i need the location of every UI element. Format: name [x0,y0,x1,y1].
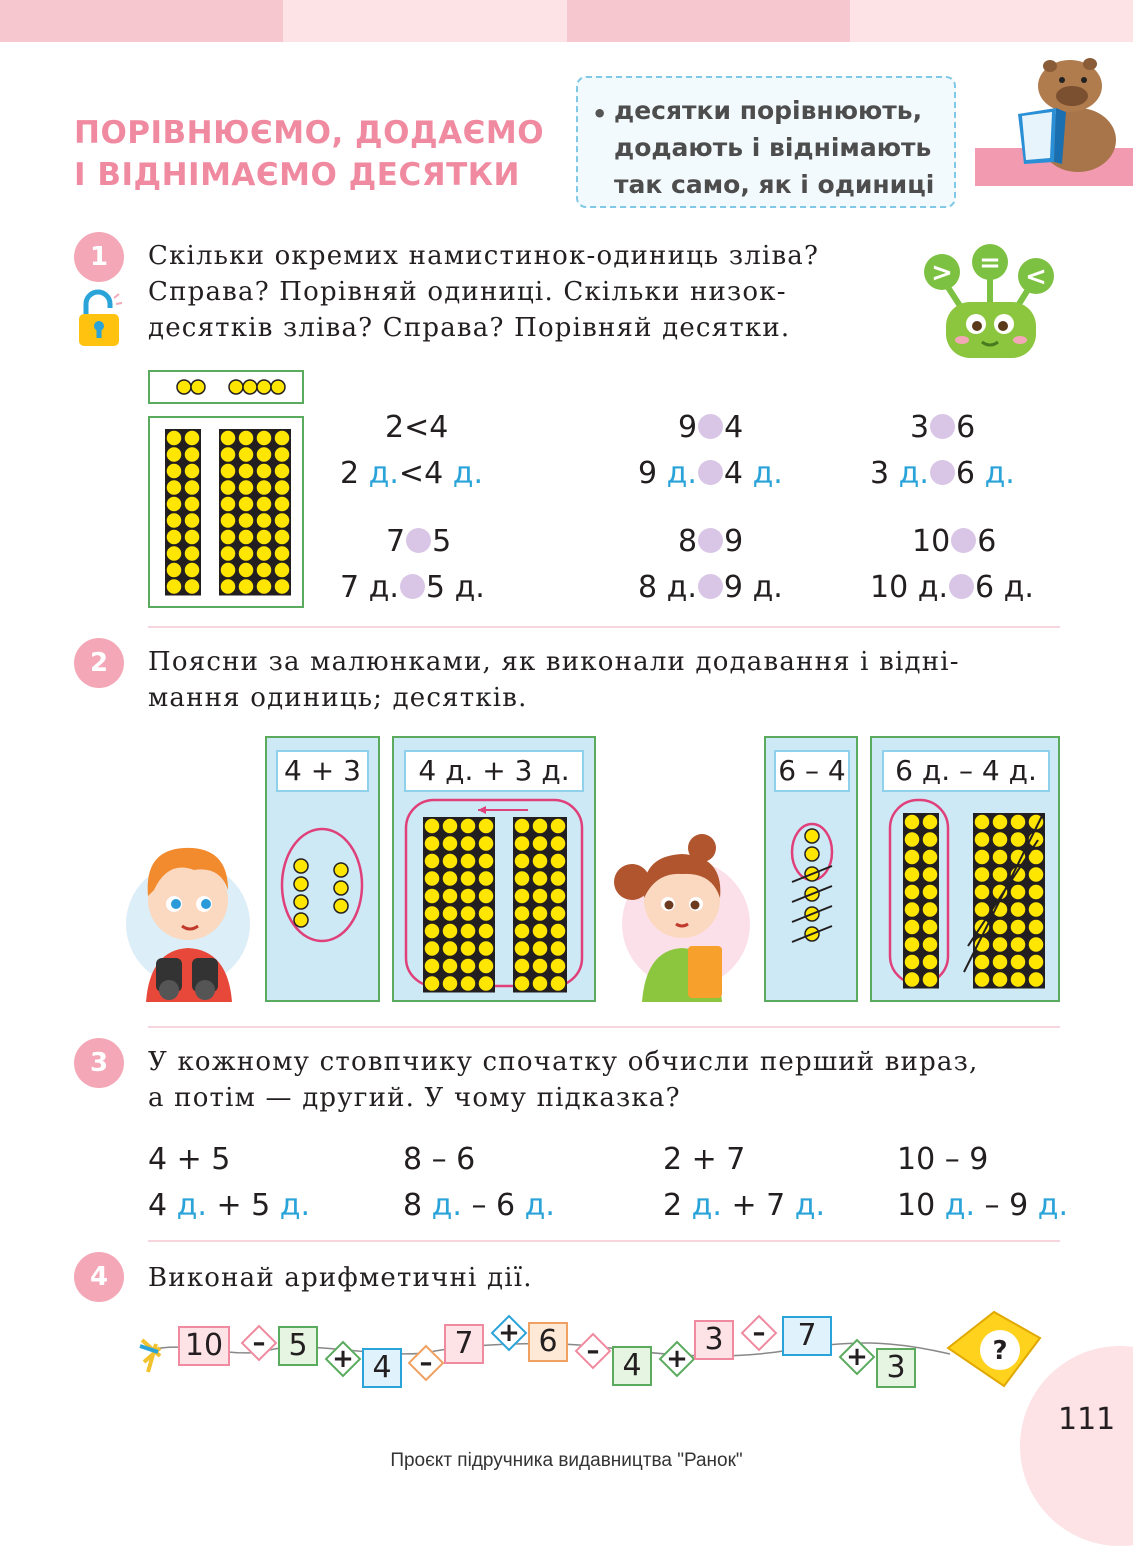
bead [974,867,990,883]
tens-add-beads [392,736,596,1002]
panel-label: 4 + 3 [276,750,369,792]
bead [238,513,254,529]
bead [271,380,285,394]
bead [220,529,236,545]
bead [1010,919,1026,935]
bead [532,923,548,939]
bead [532,906,548,922]
panel-label: 6 – 4 [774,750,850,792]
bead [974,832,990,848]
capybara-reading-icon [1010,52,1126,174]
bead [166,463,182,479]
bead [974,972,990,988]
bead [904,902,920,918]
top-bar-1 [0,0,283,42]
bead [274,463,290,479]
top-bar-2 [283,0,567,42]
bead [424,836,440,852]
bead [460,941,476,957]
bead [220,513,236,529]
bead [238,430,254,446]
compare-1-bottom: 2 д.<4 д. [340,456,483,491]
bead [294,913,308,927]
bead [992,919,1008,935]
bead [256,513,272,529]
bead [1010,814,1026,830]
bead [974,937,990,953]
chain-number: 5 [278,1326,318,1366]
tip-text: десятки порівнюють, додають і віднімають так само, як і одиниці [614,96,935,199]
bead [424,871,440,887]
compare-6-bottom: 10 д. 6 д. [870,570,1034,605]
bead [166,496,182,512]
bead [922,814,938,830]
bead [274,562,290,578]
bead [1010,937,1026,953]
chain-operator: – [586,1336,600,1366]
bead [974,849,990,865]
bead [274,496,290,512]
bead [922,884,938,900]
bead [550,836,566,852]
task3-col1-top: 4 + 5 [148,1142,231,1177]
bead [166,430,182,446]
bead [1010,832,1026,848]
bead [238,447,254,463]
bead [992,954,1008,970]
bead [442,941,458,957]
chain-operator: – [752,1318,766,1348]
bead [166,480,182,496]
bead [904,937,920,953]
compare-circle[interactable] [698,574,723,599]
task1-text: Скільки окремих намистинок-одиниць зліва? Справа? Порівняй одиниці. Скільки низок- десятків зліва? Справа? Порівняй десятки. [148,241,820,343]
bead [532,888,548,904]
bead [478,871,494,887]
tip-bullet: • [592,100,608,128]
bead [550,941,566,957]
bead [904,884,920,900]
bead [184,480,200,496]
bead [514,818,530,834]
bead [424,923,440,939]
bead [294,877,308,891]
bead [922,972,938,988]
bead [992,849,1008,865]
bead [184,513,200,529]
separator [148,626,1060,628]
chain-number: 3 [694,1320,734,1360]
bead [922,849,938,865]
bead [922,919,938,935]
bead [442,888,458,904]
tip-box [576,76,956,208]
chain-number: 3 [876,1348,916,1388]
bead [166,579,182,595]
bead [550,888,566,904]
bead [478,958,494,974]
bead [478,906,494,922]
bead [442,836,458,852]
bead [274,430,290,446]
bead [184,496,200,512]
kite-question: ? [992,1336,1008,1366]
chain-operator: + [332,1344,354,1374]
unit-beads [148,370,304,404]
bead [992,937,1008,953]
bead [514,853,530,869]
bead [550,871,566,887]
chain-operator: – [252,1328,266,1358]
bead [550,853,566,869]
bead [256,463,272,479]
bead [238,529,254,545]
bead [442,871,458,887]
compare-5-bottom: 8 д. 9 д. [638,570,783,605]
bead [514,836,530,852]
bead [532,941,548,957]
bead [442,976,458,992]
bead [992,867,1008,883]
bead [334,899,348,913]
bead [904,867,920,883]
bead [191,380,205,394]
bead [166,529,182,545]
task-number-2: 2 [74,638,124,688]
bead [904,849,920,865]
bead [550,923,566,939]
task4-text: Виконай арифметичні дії. [148,1263,533,1293]
bead [184,579,200,595]
bead [478,941,494,957]
task3-col2-top: 8 – 6 [403,1142,476,1177]
chain-operator: + [846,1342,868,1372]
bead [922,954,938,970]
bead [904,954,920,970]
compare-circle[interactable] [949,574,974,599]
top-bar-3 [567,0,850,42]
bead [922,832,938,848]
compare-3-bottom: 3 д. 6 д. [870,456,1015,491]
bead [184,529,200,545]
bead [257,380,271,394]
bead [478,836,494,852]
bead [256,529,272,545]
bead [550,818,566,834]
chain-number: 10 [178,1326,230,1366]
bead [532,976,548,992]
bead [238,496,254,512]
bead [220,463,236,479]
bead [442,906,458,922]
bead [992,832,1008,848]
panel-label: 6 д. – 4 д. [882,750,1050,792]
task-number-1: 1 [74,232,124,282]
bead [1028,867,1044,883]
bead [514,906,530,922]
bead [274,447,290,463]
bead [256,579,272,595]
separator [148,1026,1060,1028]
bead [274,529,290,545]
bead [220,496,236,512]
bead [334,881,348,895]
bead [256,496,272,512]
kite-icon [944,1308,1044,1390]
task3-col4-top: 10 – 9 [897,1142,989,1177]
bead [166,546,182,562]
bead [514,941,530,957]
bead [238,463,254,479]
bead [424,853,440,869]
compare-4-bottom: 7 д. 5 д. [340,570,485,605]
bead [1028,902,1044,918]
bead [256,480,272,496]
bead [460,871,476,887]
bead [256,430,272,446]
bead [478,976,494,992]
task-number-3: 3 [74,1038,124,1088]
bead [1010,902,1026,918]
bead [1028,954,1044,970]
bead [1028,972,1044,988]
compare-4-top: 7 5 [386,524,452,559]
chain-number: 4 [612,1346,652,1386]
chain-operator: + [498,1318,520,1348]
bead [220,447,236,463]
bead [460,853,476,869]
bead [294,859,308,873]
top-bar-4 [850,0,1133,42]
equal-sign: = [979,248,1001,278]
greater-sign: > [931,258,953,288]
units-add-beads [265,736,380,1002]
task2-text: Поясни за малюнками, як виконали додавання і відні- мання одиниць; десятків. [148,647,960,713]
bead [442,853,458,869]
bead [274,513,290,529]
bead [184,447,200,463]
bead [550,958,566,974]
bead [478,853,494,869]
bead [904,832,920,848]
bead [184,430,200,446]
bead [532,871,548,887]
tens-sub-beads [870,736,1060,1002]
bead [238,579,254,595]
chain-number: 6 [528,1322,568,1362]
bead [460,888,476,904]
compare-6-top: 10 6 [912,524,997,559]
bead [460,818,476,834]
bead [514,871,530,887]
compare-circle[interactable] [930,460,955,485]
bead [166,513,182,529]
bead [424,818,440,834]
task3-text: У кожному стовпчику спочатку обчисли перший вираз, а потім — другий. У чому підказка? [148,1047,979,1113]
bead [294,895,308,909]
bead [166,447,182,463]
bead [184,463,200,479]
bead [220,430,236,446]
compare-circle[interactable] [400,574,425,599]
bead [1028,919,1044,935]
chain-number: 7 [444,1324,484,1364]
compare-circle[interactable] [698,460,723,485]
compare-circle[interactable] [930,414,955,439]
bead [442,923,458,939]
footer-text: Проєкт підручника видавництва "Ранок" [390,1450,743,1471]
bead [424,941,440,957]
bead [256,546,272,562]
bead [256,447,272,463]
bead [424,906,440,922]
bead [532,836,548,852]
bead [424,958,440,974]
bead [274,546,290,562]
bead [334,863,348,877]
bead [514,958,530,974]
bead [238,480,254,496]
bead [460,906,476,922]
compare-circle[interactable] [698,528,723,553]
units-sub-beads [764,736,858,1002]
bead [550,906,566,922]
bead [532,853,548,869]
bead [1028,884,1044,900]
compare-2-bottom: 9 д. 4 д. [638,456,783,491]
chain-operator: + [666,1344,688,1374]
page-number: 111 [1058,1402,1116,1437]
task3-col3-top: 2 + 7 [663,1142,746,1177]
compare-circle[interactable] [951,528,976,553]
lock-icon [76,288,122,350]
bead [478,888,494,904]
bead [478,923,494,939]
bead [904,814,920,830]
bead [460,836,476,852]
bead [514,923,530,939]
page-title: ПОРІВНЮЄМО, ДОДАЄМО І ВІДНІМАЄМО ДЕСЯТКИ [74,115,545,193]
less-sign: < [1025,262,1047,292]
bead [220,480,236,496]
boy-binoculars-icon [124,830,256,1002]
task3-col1-bottom: 4 д. + 5 д. [148,1188,311,1223]
bead [805,847,819,861]
bead [805,829,819,843]
compare-5-top: 8 9 [678,524,744,559]
bead [550,976,566,992]
bead [274,579,290,595]
bead [922,937,938,953]
green-monster-icon [916,240,1064,360]
bead [442,958,458,974]
bead [1010,954,1026,970]
task3-col4-bottom: 10 д. – 9 д. [897,1188,1068,1223]
separator [148,1240,1060,1242]
bead [238,562,254,578]
bead [424,888,440,904]
bead [1028,937,1044,953]
girl-book-icon [606,828,756,1002]
bead [992,814,1008,830]
compare-2-top: 9 4 [678,410,744,445]
bead [238,546,254,562]
bead [532,958,548,974]
bead [904,919,920,935]
bead [460,976,476,992]
bead [1010,972,1026,988]
task-number-4: 4 [74,1252,124,1302]
bead [424,976,440,992]
bead [992,972,1008,988]
bead [974,954,990,970]
bead [243,380,257,394]
bead [256,562,272,578]
bead [184,562,200,578]
compare-circle[interactable] [406,528,431,553]
bead [460,958,476,974]
bead [166,562,182,578]
bead [177,380,191,394]
bead [514,976,530,992]
bead [974,814,990,830]
chain-number: 7 [782,1316,832,1356]
bead [922,902,938,918]
bead [229,380,243,394]
bead [514,888,530,904]
bead [922,867,938,883]
compare-1-top: 2<4 [385,410,449,445]
compare-circle[interactable] [698,414,723,439]
bead [904,972,920,988]
chain-number: 4 [362,1348,402,1388]
bead [220,546,236,562]
tens-beads [148,416,304,608]
bead [460,923,476,939]
bead [974,884,990,900]
bead [532,818,548,834]
bead [220,579,236,595]
bead [274,480,290,496]
bead [184,546,200,562]
bead [220,562,236,578]
bead [442,818,458,834]
task3-col2-bottom: 8 д. – 6 д. [403,1188,555,1223]
chain-operator: – [419,1348,433,1378]
panel-label: 4 д. + 3 д. [404,750,584,792]
task3-col3-bottom: 2 д. + 7 д. [663,1188,826,1223]
bead [478,818,494,834]
bead [1010,884,1026,900]
compare-3-top: 3 6 [910,410,976,445]
